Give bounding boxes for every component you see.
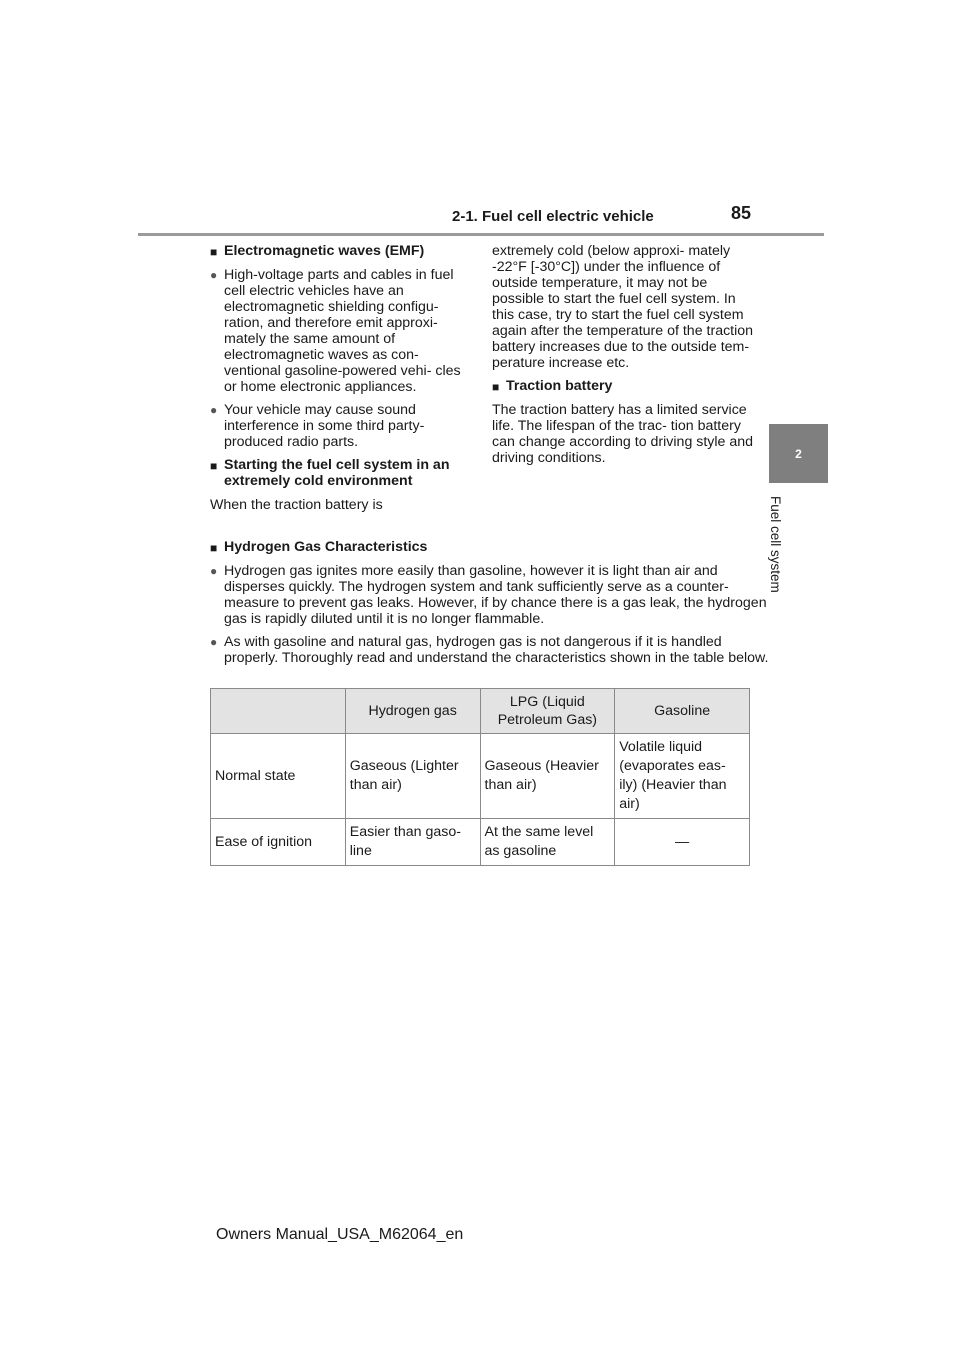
left-column [210,243,466,520]
hydrogen-heading [210,539,770,555]
circle-bullet-icon: ● [210,635,218,649]
emf-heading [210,243,466,259]
table-cell: Ease of ignition [211,819,346,866]
hydrogen-heading-text: Hydrogen Gas Characteristics [224,539,428,555]
emf-heading-text: Electromagnetic waves (EMF) [224,243,425,259]
circle-bullet-icon: ● [210,403,218,417]
chapter-number: 2 [795,446,802,461]
list-item [210,563,770,627]
header-divider [138,233,824,236]
table-header-cell [211,689,346,734]
emf-bullet-2: Your vehicle may cause sound interference in some third party- produced radio parts. [224,402,425,450]
table-cell: — [615,819,750,866]
cold-start-text: When the traction battery is [210,497,383,513]
hydrogen-bullet-2: As with gasoline and natural gas, hydrogen gas is not dangerous if it is handled properly. Thoroughly read and understand the characteristics shown in the table below. [224,634,769,666]
table-cell: At the same level as gasoline [480,819,615,866]
right-column [492,243,756,473]
table-header-cell: Gasoline [615,689,750,734]
chapter-label [768,496,788,626]
list-item [210,402,466,450]
table-cell: Easier than gaso- line [345,819,480,866]
chapter-tab [769,424,828,483]
square-bullet-icon: ■ [210,459,218,473]
table-header-row [211,689,750,734]
table-header-cell: Hydrogen gas [345,689,480,734]
table-header-cell: LPG (Liquid Petroleum Gas) [480,689,615,734]
square-bullet-icon: ■ [210,245,218,259]
traction-battery-text: The traction battery has a limited service life. The lifespan of the trac- tion battery can change according to driving style and driving conditions. [492,402,754,466]
table-row [211,819,750,866]
table-cell: Normal state [211,734,346,819]
section-title: 2-1. Fuel cell electric vehicle [452,208,654,225]
gas-characteristics-table [210,688,750,866]
cold-start-heading [210,457,466,489]
cold-start-continued: extremely cold (below approxi- mately -22°F [-30°C]) under the influence of outside temperature, it may not be possible to start the fuel cell system. In this case, try to start the fuel cell system again after the temperature of the traction battery increases due to the outside tem- perature increase etc. [492,243,754,371]
circle-bullet-icon: ● [210,268,218,282]
square-bullet-icon: ■ [210,541,218,555]
cold-start-heading-text: Starting the fuel cell system in an extremely cold environment [224,457,450,489]
traction-battery-heading [492,378,756,394]
list-item [210,634,770,666]
circle-bullet-icon: ● [210,564,218,578]
table-cell: Volatile liquid (evaporates eas- ily) (Heavier than air) [615,734,750,819]
hydrogen-bullet-1: Hydrogen gas ignites more easily than gasoline, however it is light than air and disperses quickly. The hydrogen system and tank sufficiently serve as a counter-measure to prevent gas leaks. However, if by chance there is a gas leak, the hydrogen gas is rapidly diluted until it is no longer flammable. [224,563,767,627]
table-cell: Gaseous (Heavier than air) [480,734,615,819]
emf-bullet-1: High-voltage parts and cables in fuel cell electric vehicles have an electromagnetic shielding configu- ration, and therefore emit approxi- mately the same amount of electromagnetic waves as con- ventional gasoline-powered vehi- cles or home electronic appliances. [224,267,461,395]
page-number: 85 [731,203,752,223]
square-bullet-icon: ■ [492,380,500,394]
chapter-label-text: Fuel cell system [768,496,783,593]
list-item [210,267,466,395]
hydrogen-section [210,539,770,673]
manual-id-footer: Owners Manual_USA_M62064_en [216,1226,464,1243]
traction-battery-heading-text: Traction battery [506,378,613,394]
table-row [211,734,750,819]
table-cell: Gaseous (Lighter than air) [345,734,480,819]
